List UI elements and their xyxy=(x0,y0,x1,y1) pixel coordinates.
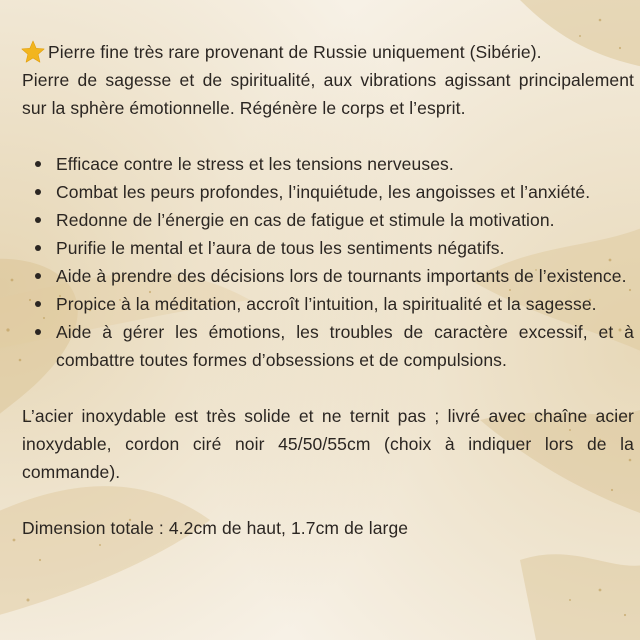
bullet-icon xyxy=(35,245,41,251)
material-text: L’acier inoxydable est très solide et ne ternit pas ; livré avec chaîne acier inoxydable, cordon ciré noir 45/50/55cm (choix à indiquer lors de la commande). xyxy=(22,406,634,482)
bullet-icon xyxy=(35,161,41,167)
list-item xyxy=(22,262,634,290)
benefit-text: Aide à prendre des décisions lors de tournants importants de l’existence. xyxy=(56,266,627,286)
dimensions-text: Dimension totale : 4.2cm de haut, 1.7cm de large xyxy=(22,518,409,538)
benefit-text: Combat les peurs profondes, l’inquiétude, les angoisses et l’anxiété. xyxy=(56,182,591,202)
benefit-text: Efficace contre le stress et les tensions nerveuses. xyxy=(56,154,454,174)
list-item xyxy=(22,234,634,262)
list-item xyxy=(22,318,634,374)
bullet-icon xyxy=(35,273,41,279)
intro-line-origin xyxy=(22,38,634,66)
intro-virtues-text: Pierre de sagesse et de spiritualité, aux vibrations agissant principalement sur la sphère émotionnelle. Régénère le corps et l’esprit. xyxy=(22,70,634,118)
star-icon xyxy=(20,39,46,65)
benefits-list xyxy=(22,150,634,374)
benefit-text: Propice à la méditation, accroît l’intuition, la spiritualité et la sagesse. xyxy=(56,294,597,314)
benefit-text: Aide à gérer les émotions, les troubles de caractère excessif, et à combattre toutes formes d’obsessions et de compulsions. xyxy=(56,322,634,370)
list-item xyxy=(22,290,634,318)
list-item xyxy=(22,150,634,178)
bullet-icon xyxy=(35,329,41,335)
benefit-text: Redonne de l’énergie en cas de fatigue et stimule la motivation. xyxy=(56,210,555,230)
list-item xyxy=(22,206,634,234)
intro-origin-text: Pierre fine très rare provenant de Russie uniquement (Sibérie). xyxy=(48,42,542,62)
bullet-icon xyxy=(35,301,41,307)
product-description xyxy=(22,38,634,542)
list-item xyxy=(22,178,634,206)
bullet-icon xyxy=(35,189,41,195)
bullet-icon xyxy=(35,217,41,223)
benefit-text: Purifie le mental et l’aura de tous les sentiments négatifs. xyxy=(56,238,505,258)
